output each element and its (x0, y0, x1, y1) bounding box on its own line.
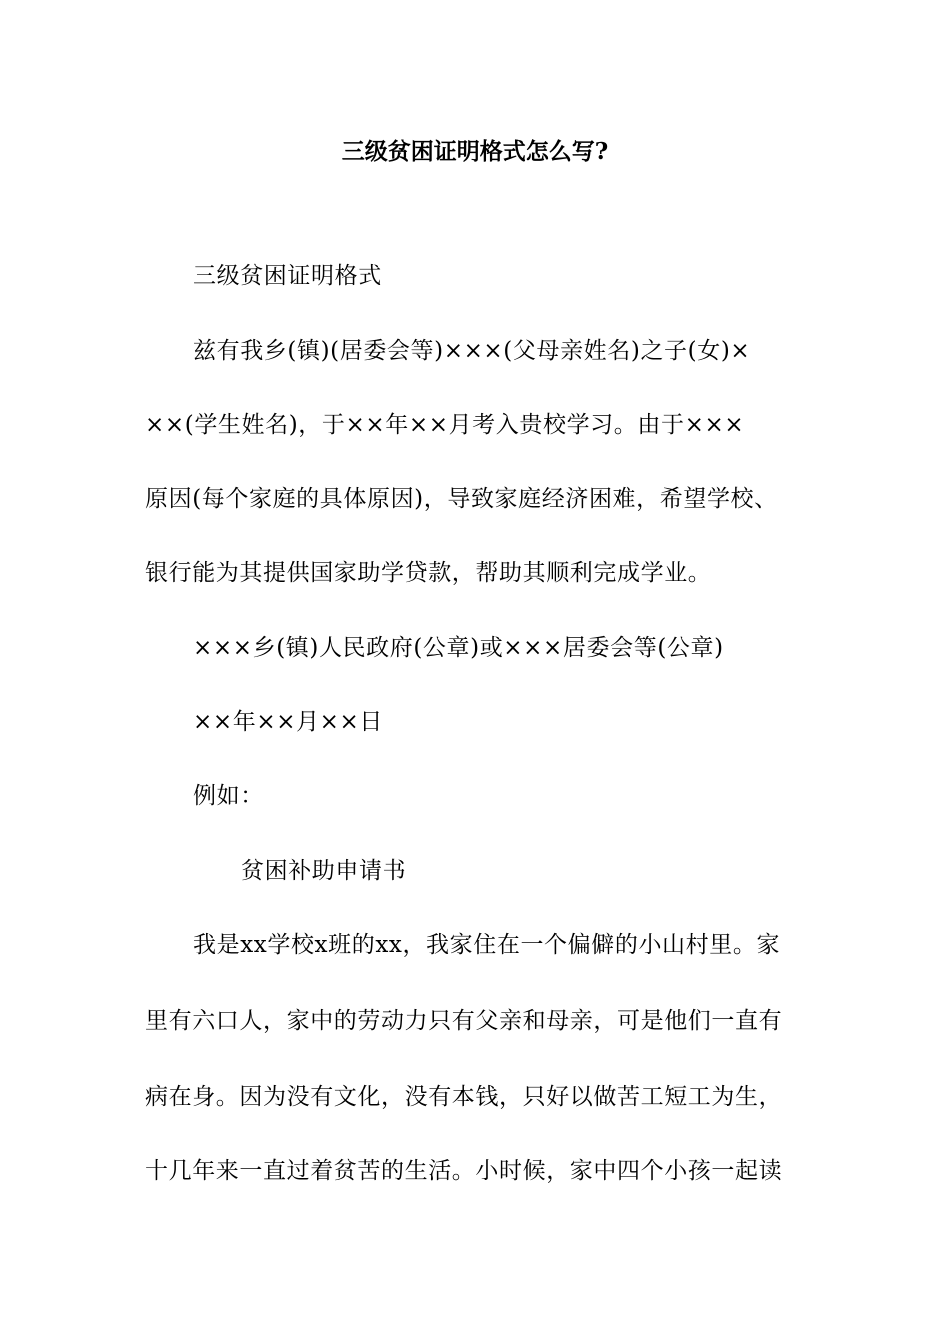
paragraph-line: 原因(每个家庭的具体原因)，导致家庭经济困难，希望学校、 (145, 486, 778, 512)
paragraph-line: 银行能为其提供国家助学贷款，帮助其顺利完成学业。 (145, 560, 712, 586)
paragraph-line: 我是xx学校x班的xx，我家住在一个偏僻的小山村里。家 (193, 932, 781, 958)
paragraph-line: 兹有我乡(镇)(居委会等)×××(父母亲姓名)之子(女)× (193, 338, 751, 364)
signature-line: ×××乡(镇)人民政府(公章)或×××居委会等(公章) (193, 635, 724, 661)
date-line: ××年××月××日 (193, 709, 384, 735)
letter-title: 贫困补助申请书 (241, 858, 407, 884)
example-label: 例如： (193, 783, 264, 809)
section-heading: 三级贫困证明格式 (193, 263, 382, 289)
paragraph-line: 十几年来一直过着贫苦的生活。小时候，家中四个小孩一起读 (145, 1158, 783, 1184)
paragraph-line: 病在身。因为没有文化，没有本钱，只好以做苦工短工为生， (145, 1084, 783, 1110)
document-title: 三级贫困证明格式怎么写? (341, 138, 609, 165)
paragraph-line: 里有六口人，家中的劳动力只有父亲和母亲，可是他们一直有 (145, 1008, 783, 1034)
paragraph-line: ××(学生姓名)，于××年××月考入贵校学习。由于××× (145, 412, 745, 438)
